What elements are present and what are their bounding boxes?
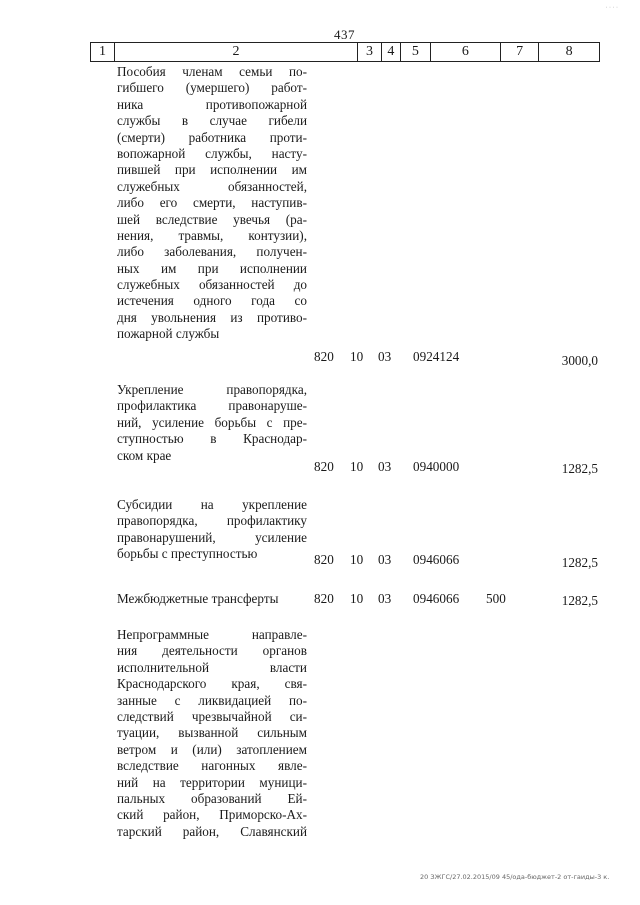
description-line: ветром и (или) затоплением xyxy=(117,741,307,757)
description-line: ных им при исполнении xyxy=(117,260,307,276)
description-line: служебных обязанностей, xyxy=(117,178,307,194)
cell-ministry-code: 820 xyxy=(314,349,334,364)
description-line: ника противопожарной xyxy=(117,96,307,112)
description-line: борьбы с преступностью xyxy=(117,546,258,562)
description-line: Межбюджетные трансферты xyxy=(117,591,279,606)
description-line: ний на территории муници- xyxy=(117,774,307,790)
description-line: ний, усиление борьбы с пре- xyxy=(117,414,307,430)
description-line: ский район, Приморско-Ах- xyxy=(117,807,307,823)
page-number: 437 xyxy=(334,27,355,42)
cell-ministry-code: 820 xyxy=(314,459,334,474)
cell-section: 10 xyxy=(350,349,364,364)
description-line: Краснодарского края, свя- xyxy=(117,676,307,692)
description-line: правонарушений, усиление xyxy=(117,529,307,545)
description-line: вследствие нагонных явле- xyxy=(117,758,307,774)
cell-subsection: 03 xyxy=(378,591,392,606)
description-line: ступностью в Краснодар- xyxy=(117,431,307,447)
description-line: пожарной службы xyxy=(117,326,220,342)
description-line: ния деятельности органов xyxy=(117,643,307,659)
description-line: дня увольнения из противо- xyxy=(117,309,307,325)
header-col-3: 3 xyxy=(358,43,382,61)
cell-amount: 1282,5 xyxy=(561,593,598,608)
cell-section: 10 xyxy=(350,552,364,567)
cell-target-article: 0946066 xyxy=(413,591,460,606)
header-col-7: 7 xyxy=(501,43,539,61)
cell-section: 10 xyxy=(350,459,364,474)
cell-target-article: 0924124 xyxy=(413,349,460,364)
cell-ministry-code: 820 xyxy=(314,552,334,567)
description-line: истечения одного года со xyxy=(117,293,307,309)
header-col-1: 1 xyxy=(91,43,115,61)
table-header xyxy=(90,42,600,62)
description-line: пальных образований Ей- xyxy=(117,790,307,806)
header-col-2: 2 xyxy=(115,43,358,61)
cell-ministry-code: 820 xyxy=(314,591,334,606)
description-line: нения, травмы, контузии), xyxy=(117,227,307,243)
row-description xyxy=(117,64,307,343)
description-line: либо его смерти, наступив- xyxy=(117,195,307,211)
row-description xyxy=(117,497,307,563)
cell-amount: 3000,0 xyxy=(561,353,598,368)
description-line: гибшего (умершего) работ- xyxy=(117,80,307,96)
cell-target-article: 0946066 xyxy=(413,552,460,567)
cell-amount: 1282,5 xyxy=(561,555,598,570)
description-line: шей вследствие увечья (ра- xyxy=(117,211,307,227)
cell-subsection: 03 xyxy=(378,459,392,474)
row-description xyxy=(117,382,307,464)
row-description xyxy=(117,591,307,607)
description-line: Субсидии на укрепление xyxy=(117,497,307,512)
cell-target-article: 0940000 xyxy=(413,459,460,474)
description-line: службы в случае гибели xyxy=(117,113,307,129)
cell-subsection: 03 xyxy=(378,552,392,567)
description-line: Непрограммные направле- xyxy=(117,627,307,642)
header-col-8: 8 xyxy=(565,44,573,59)
description-line: служебных обязанностей до xyxy=(117,277,307,293)
description-line: исполнительной власти xyxy=(117,659,307,675)
description-line: пившей при исполнении им xyxy=(117,162,307,178)
scan-mark: · · · · xyxy=(605,5,618,11)
description-line: Пособия членам семьи по- xyxy=(117,64,307,79)
description-line: следствий чрезвычайной си- xyxy=(117,708,307,724)
header-col-4: 4 xyxy=(382,43,401,61)
description-line: (смерти) работника проти- xyxy=(117,129,307,145)
description-line: туации, вызванной сильным xyxy=(117,725,307,741)
description-line: вопожарной службы, насту- xyxy=(117,145,307,161)
description-line: тарский район, Славянский xyxy=(117,823,307,839)
cell-amount: 1282,5 xyxy=(561,461,598,476)
description-line: Укрепление правопорядка, xyxy=(117,382,307,397)
description-line: профилактика правонаруше- xyxy=(117,398,307,414)
description-line: занные с ликвидацией по- xyxy=(117,692,307,708)
cell-expense-type: 500 xyxy=(486,591,506,606)
header-col-6: 6 xyxy=(431,43,501,61)
row-description xyxy=(117,627,307,840)
description-line: правопорядка, профилактику xyxy=(117,513,307,529)
description-line: либо заболевания, получен- xyxy=(117,244,307,260)
description-line: ском крае xyxy=(117,447,172,463)
cell-section: 10 xyxy=(350,591,364,606)
cell-subsection: 03 xyxy=(378,349,392,364)
header-col-5: 5 xyxy=(401,43,431,61)
file-footer: 20 ЗЖГС/27.02.2015/09 45/ода-бюджет-2 от-гаиды-3 к. xyxy=(420,873,610,881)
